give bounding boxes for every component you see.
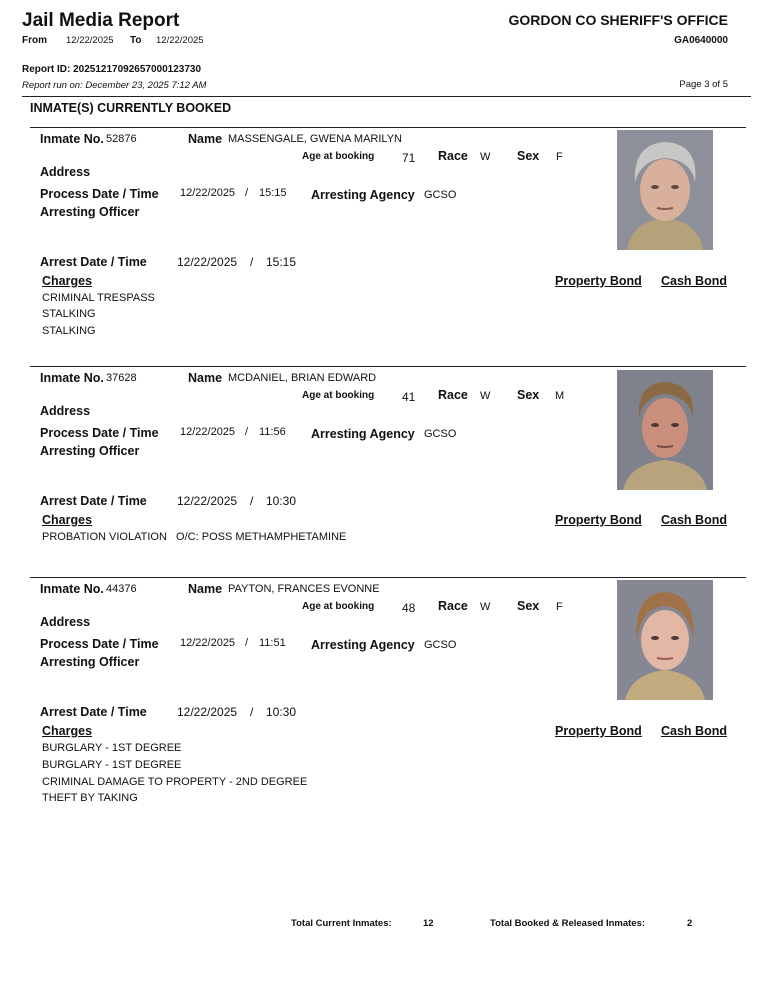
age-value: 71 — [402, 151, 416, 165]
arrest-date: 12/22/2025 — [177, 705, 238, 719]
section-title: INMATE(S) CURRENTLY BOOKED — [30, 101, 232, 115]
race-value: W — [480, 601, 491, 613]
inmate-photo — [617, 580, 713, 700]
total-current-value: 12 — [423, 918, 434, 929]
process-label: Process Date / Time — [40, 637, 159, 651]
inmate-photo — [617, 370, 713, 490]
charge-item: THEFT BY TAKING — [42, 792, 138, 804]
arresting-agency-value: GCSO — [424, 639, 457, 651]
arrest-time: 15:15 — [266, 255, 297, 269]
inmate-no: 52876 — [106, 133, 137, 145]
inmate-no: 44376 — [106, 583, 137, 595]
inmate-photo — [617, 130, 713, 250]
charges-label: Charges — [42, 513, 93, 527]
section-rule — [30, 127, 746, 128]
process-time: 11:56 — [259, 426, 286, 438]
property-bond-label: Property Bond — [555, 274, 642, 288]
process-label: Process Date / Time — [40, 426, 159, 440]
report-title: Jail Media Report — [22, 10, 180, 31]
arresting-officer-label: Arresting Officer — [40, 655, 140, 669]
arresting-agency-value: GCSO — [424, 428, 457, 440]
charges-label: Charges — [42, 274, 93, 288]
cash-bond-label: Cash Bond — [661, 274, 727, 288]
property-bond-label: Property Bond — [555, 724, 642, 738]
process-time: 15:15 — [259, 187, 287, 199]
process-date: 12/22/2025 — [180, 637, 236, 649]
charges-label: Charges — [42, 724, 93, 738]
cash-bond-label: Cash Bond — [661, 724, 727, 738]
charge-item: CRIMINAL DAMAGE TO PROPERTY - 2ND DEGREE — [42, 776, 308, 788]
process-sep: / — [245, 426, 249, 438]
to-label: To — [130, 35, 142, 46]
process-date: 12/22/2025 — [180, 426, 236, 438]
process-date: 12/22/2025 — [180, 187, 236, 199]
inmate-no-label: Inmate No. — [40, 582, 104, 596]
address-label: Address — [40, 165, 91, 179]
report-id: Report ID: 20251217092657000123730 — [22, 64, 202, 75]
cash-bond-label: Cash Bond — [661, 513, 727, 527]
inmate-no-label: Inmate No. — [40, 371, 104, 385]
charge-item: STALKING — [42, 325, 96, 337]
charge-item: STALKING — [42, 308, 96, 320]
property-bond-label: Property Bond — [555, 513, 642, 527]
arresting-agency-label: Arresting Agency — [311, 188, 415, 202]
inmate-no-label: Inmate No. — [40, 132, 104, 146]
arrest-label: Arrest Date / Time — [40, 494, 147, 508]
sex-value: F — [556, 601, 563, 613]
inmate-name: MASSENGALE, GWENA MARILYN — [228, 133, 403, 145]
arresting-officer-label: Arresting Officer — [40, 444, 140, 458]
arrest-sep: / — [250, 494, 254, 508]
arrest-sep: / — [250, 255, 254, 269]
sex-label: Sex — [517, 599, 540, 613]
race-label: Race — [438, 388, 468, 402]
charge-item: CRIMINAL TRESPASS — [42, 292, 155, 304]
arresting-agency-label: Arresting Agency — [311, 638, 415, 652]
arrest-time: 10:30 — [266, 705, 297, 719]
sex-label: Sex — [517, 149, 540, 163]
age-label: Age at booking — [302, 151, 375, 162]
total-released-value: 2 — [687, 918, 693, 929]
arresting-agency-value: GCSO — [424, 189, 457, 201]
race-value: W — [480, 151, 491, 163]
charge-item: BURGLARY - 1ST DEGREE — [42, 742, 182, 754]
inmate-name: MCDANIEL, BRIAN EDWARD — [228, 372, 377, 384]
arrest-sep: / — [250, 705, 254, 719]
arrest-time: 10:30 — [266, 494, 297, 508]
arrest-label: Arrest Date / Time — [40, 255, 147, 269]
charge-item: BURGLARY - 1ST DEGREE — [42, 759, 182, 771]
record-divider — [30, 366, 746, 367]
total-released-label: Total Booked & Released Inmates: — [490, 918, 646, 929]
record-divider — [30, 577, 746, 578]
process-label: Process Date / Time — [40, 187, 159, 201]
page-number: Page 3 of 5 — [679, 79, 728, 90]
arresting-agency-label: Arresting Agency — [311, 427, 415, 441]
total-current-label: Total Current Inmates: — [291, 918, 392, 929]
address-label: Address — [40, 404, 91, 418]
address-label: Address — [40, 615, 91, 629]
age-value: 48 — [402, 601, 416, 615]
process-sep: / — [245, 187, 249, 199]
name-label: Name — [188, 582, 223, 596]
race-value: W — [480, 390, 491, 402]
name-label: Name — [188, 132, 223, 146]
sex-value: M — [555, 390, 565, 402]
ori-code: GA0640000 — [674, 35, 728, 46]
sex-value: F — [556, 151, 563, 163]
race-label: Race — [438, 149, 468, 163]
process-sep: / — [245, 637, 249, 649]
sex-label: Sex — [517, 388, 540, 402]
charge-item: PROBATION VIOLATION O/C: POSS METHAMPHETAMINE — [42, 531, 347, 543]
arrest-date: 12/22/2025 — [177, 255, 238, 269]
to-date: 12/22/2025 — [156, 35, 204, 46]
arrest-label: Arrest Date / Time — [40, 705, 147, 719]
agency-name: GORDON CO SHERIFF'S OFFICE — [508, 12, 728, 28]
race-label: Race — [438, 599, 468, 613]
inmate-no: 37628 — [106, 372, 137, 384]
age-label: Age at booking — [302, 601, 375, 612]
report-run-on: Report run on: December 23, 2025 7:12 AM — [22, 80, 207, 91]
header-rule — [22, 96, 751, 97]
arresting-officer-label: Arresting Officer — [40, 205, 140, 219]
from-label: From — [22, 35, 47, 46]
from-date: 12/22/2025 — [66, 35, 114, 46]
inmate-name: PAYTON, FRANCES EVONNE — [228, 583, 380, 595]
arrest-date: 12/22/2025 — [177, 494, 238, 508]
age-label: Age at booking — [302, 390, 375, 401]
name-label: Name — [188, 371, 223, 385]
process-time: 11:51 — [259, 637, 286, 649]
age-value: 41 — [402, 390, 416, 404]
